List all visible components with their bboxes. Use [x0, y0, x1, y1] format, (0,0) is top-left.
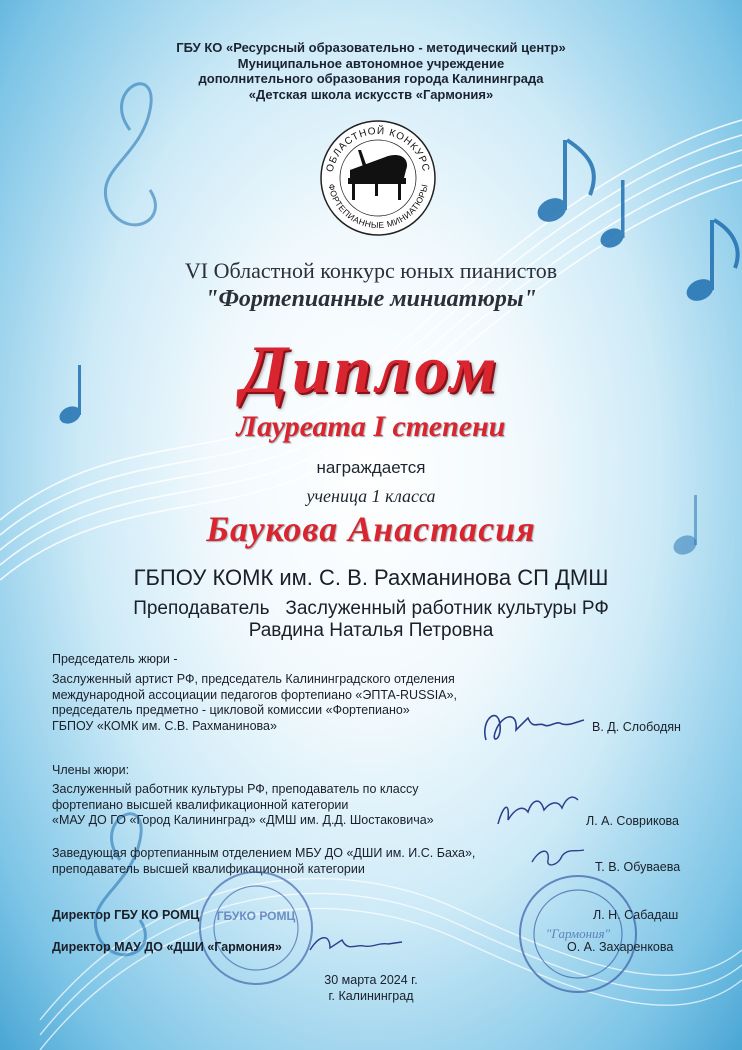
member2-signature [528, 842, 588, 872]
garmonia-stamp-text: "Гармония" [545, 926, 611, 941]
header-line: Муниципальное автономное учреждение [237, 55, 505, 71]
jury-members-heading: Члены жюри: [52, 763, 130, 777]
jury-chair-text: Заслуженный артист РФ, председатель Калининградского отделения международной ассоциации педагогов фортепиано «ЭПТА-RUSSIA», председатель предметно - цикловой комиссии «Фортепиано» ГБПОУ «КОМК им. С.В. Рахманинова» [52, 672, 457, 733]
emblem-top-text: ОБЛАСТНОЙ КОНКУРС [324, 125, 432, 174]
member1-signature [492, 790, 582, 830]
romc-stamp-text: ГБУКО РОМЦ [216, 909, 296, 923]
contest-line-2: "Фортепианные миниатюры" [205, 286, 537, 312]
teacher-title: Преподаватель Заслуженный работник культуры РФ [133, 598, 609, 619]
jury-member-2-text: Заведующая фортепианным отделением МБУ ДО «ДШИ им. И.С. Баха», преподаватель высшей квалификационной категории [52, 846, 476, 876]
director-2-name: О. А. Захаренкова [567, 940, 674, 954]
diploma-title: Диплом [241, 331, 501, 407]
jury-chair-name: В. Д. Слободян [592, 720, 681, 734]
issue-date: 30 марта 2024 г. [324, 973, 418, 987]
director2-signature [306, 930, 406, 960]
director-1-name: Л. Н. Сабадаш [593, 908, 679, 922]
chair-signature [478, 700, 588, 750]
date-block [0, 972, 742, 1004]
romc-stamp [196, 868, 316, 988]
jury-chair-heading: Председатель жюри - [52, 652, 178, 666]
jury-member-1-name: Л. А. Соврикова [586, 814, 679, 828]
header-block [0, 40, 742, 102]
contest-line-1: VI Областной конкурс юных пианистов [184, 258, 558, 283]
student-name: Баукова Анастасия [206, 509, 536, 549]
jury-member-2-name: Т. В. Обуваева [595, 860, 681, 874]
teacher-block [0, 598, 742, 642]
header-line: «Детская школа искусств «Гармония» [248, 86, 494, 102]
header-line: ГБУ КО «Ресурсный образовательно - методический центр» [176, 40, 566, 55]
emblem-bottom-text: ФОРТЕПИАННЫЕ МИНИАТЮРЫ [326, 182, 430, 231]
director-1-label: Директор ГБУ КО РОМЦ [52, 908, 200, 922]
school-name: ГБПОУ КОМК им. С. В. Рахманинова СП ДМШ [133, 565, 609, 590]
awarded-text: награждается [316, 458, 426, 477]
jury-member-1-text: Заслуженный работник культуры РФ, преподаватель по классу фортепиано высшей квалификационной категории «МАУ ДО ГО «Город Калининград» «ДМШ им. Д.Д. Шостаковича» [52, 782, 434, 827]
diploma-subtitle: Лауреата I степени [236, 410, 506, 443]
student-class: ученица 1 класса [306, 486, 436, 506]
issue-city: г. Калининград [328, 989, 414, 1003]
teacher-name: Равдина Наталья Петровна [248, 620, 494, 641]
contest-emblem [318, 118, 438, 238]
header-line: дополнительного образования города Калининграда [198, 71, 544, 86]
director-2-label: Директор МАУ ДО «ДШИ «Гармония» [52, 940, 282, 954]
